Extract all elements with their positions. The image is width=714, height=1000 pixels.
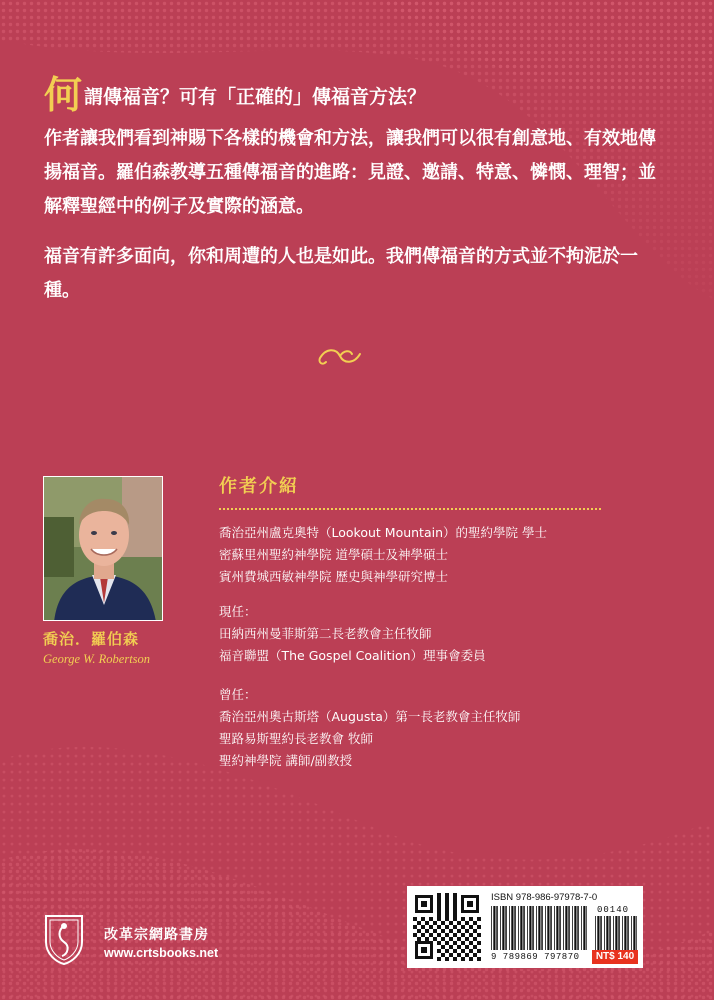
barcode-addon-number: 00140 <box>597 905 630 915</box>
barcode-panel <box>407 886 643 968</box>
flourish-ornament-icon <box>316 344 366 370</box>
ean-digits: 9 789869 797870 <box>491 952 580 962</box>
bio-current <box>219 601 619 667</box>
bio-education-item: 喬治亞州盧克奧特（Lookout Mountain）的聖約學院 學士 <box>219 525 547 540</box>
qr-code-icon <box>413 893 481 961</box>
bio-former-item: 喬治亞州奧古斯塔（Augusta）第一長老教會主任牧師 <box>219 709 521 724</box>
publisher-crest-icon <box>42 912 86 966</box>
bio-title: 作者介紹 <box>219 476 299 497</box>
publisher-name: 改革宗網路書房 <box>104 927 209 943</box>
bio-former-item: 聖約神學院 講師/副教授 <box>219 753 353 768</box>
isbn-number: ISBN 978-986-97978-7-0 <box>491 892 598 903</box>
bio-former-item: 聖路易斯聖約長老教會 牧師 <box>219 731 373 746</box>
headline-initial: 何 <box>44 72 83 117</box>
bio-current-item: 田納西州曼菲斯第二長老教會主任牧師 <box>219 626 432 641</box>
bio-education-item: 賓州費城西敏神學院 歷史與神學研究博士 <box>219 569 448 584</box>
bio-education <box>219 522 619 588</box>
bio-divider <box>219 508 601 510</box>
author-photo <box>43 476 163 621</box>
bio-former <box>219 684 619 772</box>
headline <box>44 64 684 119</box>
intro-paragraph-1: 作者讓我們看到神賜下各樣的機會和方法，讓我們可以很有創意地、有效地傳揚福音。羅伯森教導五種傳福音的進路：見證、邀請、特意、憐憫、理智；並解釋聖經中的例子及實際的涵意。 <box>44 128 656 217</box>
bio-current-label: 現任： <box>219 604 257 619</box>
ean-barcode-icon <box>491 906 587 950</box>
author-name-chinese: 喬治．羅伯森 <box>43 630 140 648</box>
price-tag: NT$ 140 <box>592 950 638 964</box>
addon-barcode-icon <box>595 916 637 950</box>
bio-current-item: 福音聯盟（The Gospel Coalition）理事會委員 <box>219 648 486 663</box>
publisher-url: www.crtsbooks.net <box>104 946 219 960</box>
author-name-english: George W. Robertson <box>43 652 151 666</box>
bio-education-item: 密蘇里州聖約神學院 道學碩士及神學碩士 <box>219 547 448 562</box>
bio-former-label: 曾任： <box>219 687 257 702</box>
intro-paragraph-2: 福音有許多面向，你和周遭的人也是如此。我們傳福音的方式並不拘泥於一種。 <box>44 246 638 301</box>
headline-text: 謂傳福音？可有「正確的」傳福音方法？ <box>84 86 427 108</box>
